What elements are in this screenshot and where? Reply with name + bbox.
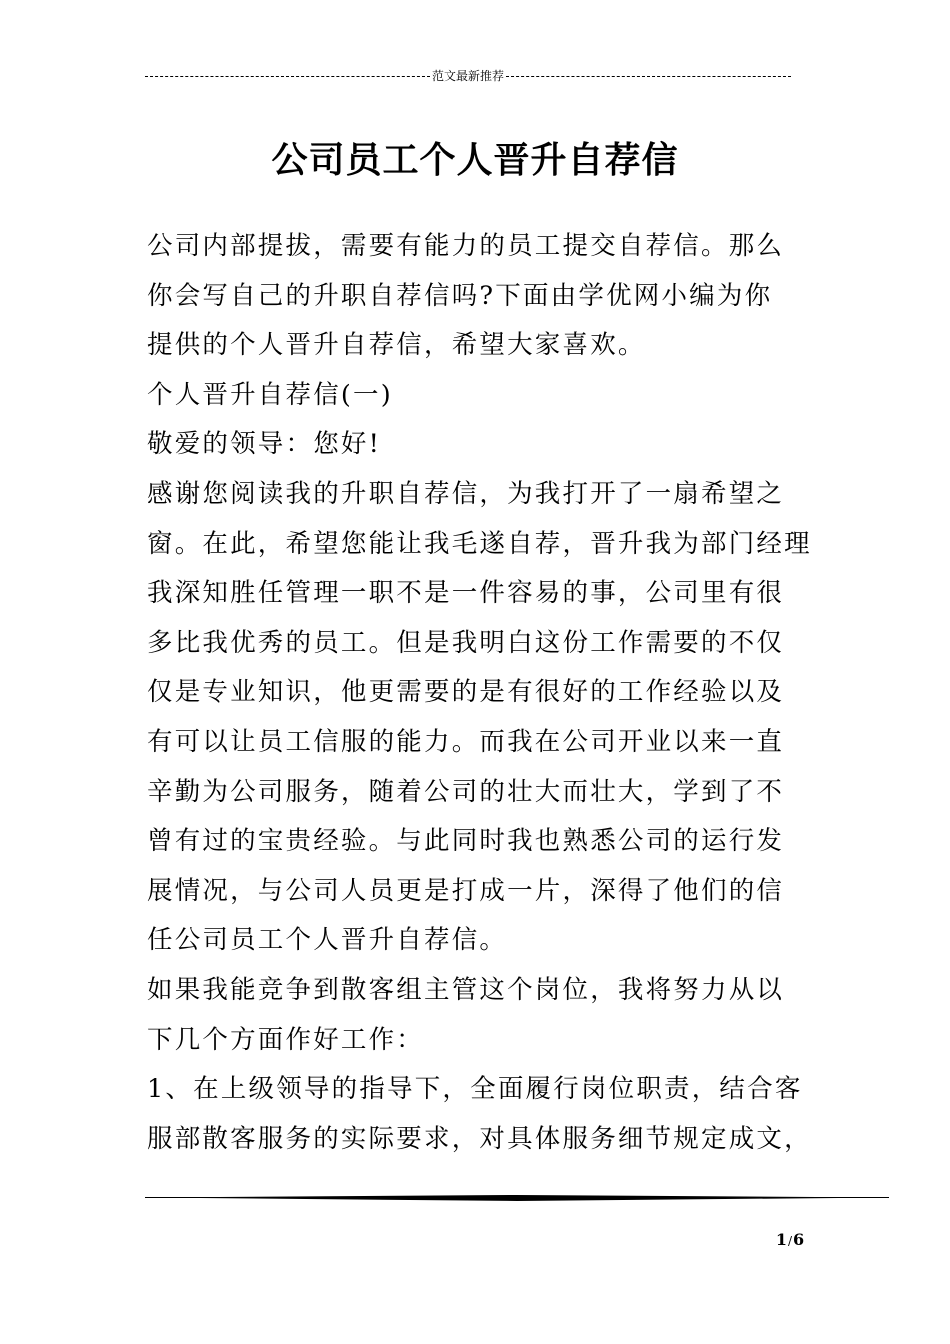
body-line: 个人晋升自荐信(一) (147, 379, 393, 410)
document-body (147, 222, 817, 1164)
header-label: 范文最新推荐 (432, 69, 505, 83)
body-line: 我深知胜任管理一职不是一件容易的事，公司里有很 (147, 578, 785, 609)
body-line: 有可以让员工信服的能力。而我在公司开业以来一直 (147, 726, 785, 757)
footer-rule-line (145, 1197, 889, 1198)
body-line: 敬爱的领导：您好! (147, 429, 382, 460)
header-rule (145, 66, 791, 86)
body-line: 公司内部提拔，需要有能力的员工提交自荐信。那么 (147, 231, 785, 261)
body-line: 辛勤为公司服务，随着公司的壮大而壮大，学到了不 (147, 776, 785, 807)
body-line: 提供的个人晋升自荐信，希望大家喜欢。 (147, 330, 646, 361)
page-number (760, 1228, 820, 1253)
total-pages: 6 (793, 1230, 805, 1249)
page-separator: / (787, 1234, 793, 1248)
body-line: 仅是专业知识，他更需要的是有很好的工作经验以及 (147, 677, 785, 708)
body-line: 曾有过的宝贵经验。与此同时我也熟悉公司的运行发 (147, 826, 785, 857)
body-line: 服部散客服务的实际要求，对具体服务细节规定成文， (147, 1123, 812, 1154)
footer-rule (145, 1194, 889, 1202)
body-line: 窗。在此，希望您能让我毛遂自荐，晋升我为部门经理 (147, 528, 812, 559)
body-line: 下几个方面作好工作： (147, 1024, 425, 1055)
body-line: 任公司员工个人晋升自荐信。 (147, 925, 508, 956)
header-dash-left (145, 76, 430, 77)
body-line: 如果我能竞争到散客组主管这个岗位，我将努力从以 (147, 974, 785, 1005)
body-line: 多比我优秀的员工。但是我明白这份工作需要的不仅 (147, 627, 785, 658)
body-line: 你会写自己的升职自荐信吗?下面由学优网小编为你 (147, 280, 773, 311)
body-line: 感谢您阅读我的升职自荐信，为我打开了一扇希望之 (147, 478, 785, 509)
document-title: 公司员工个人晋升自荐信 (271, 139, 679, 181)
body-line: 展情况，与公司人员更是打成一片，深得了他们的信 (147, 875, 785, 906)
footer-rule-graphic (145, 1194, 889, 1202)
body-line: 1、在上级领导的指导下，全面履行岗位职责，结合客 (147, 1074, 803, 1105)
current-page: 1 (775, 1230, 787, 1249)
header-dash-right (506, 76, 791, 77)
